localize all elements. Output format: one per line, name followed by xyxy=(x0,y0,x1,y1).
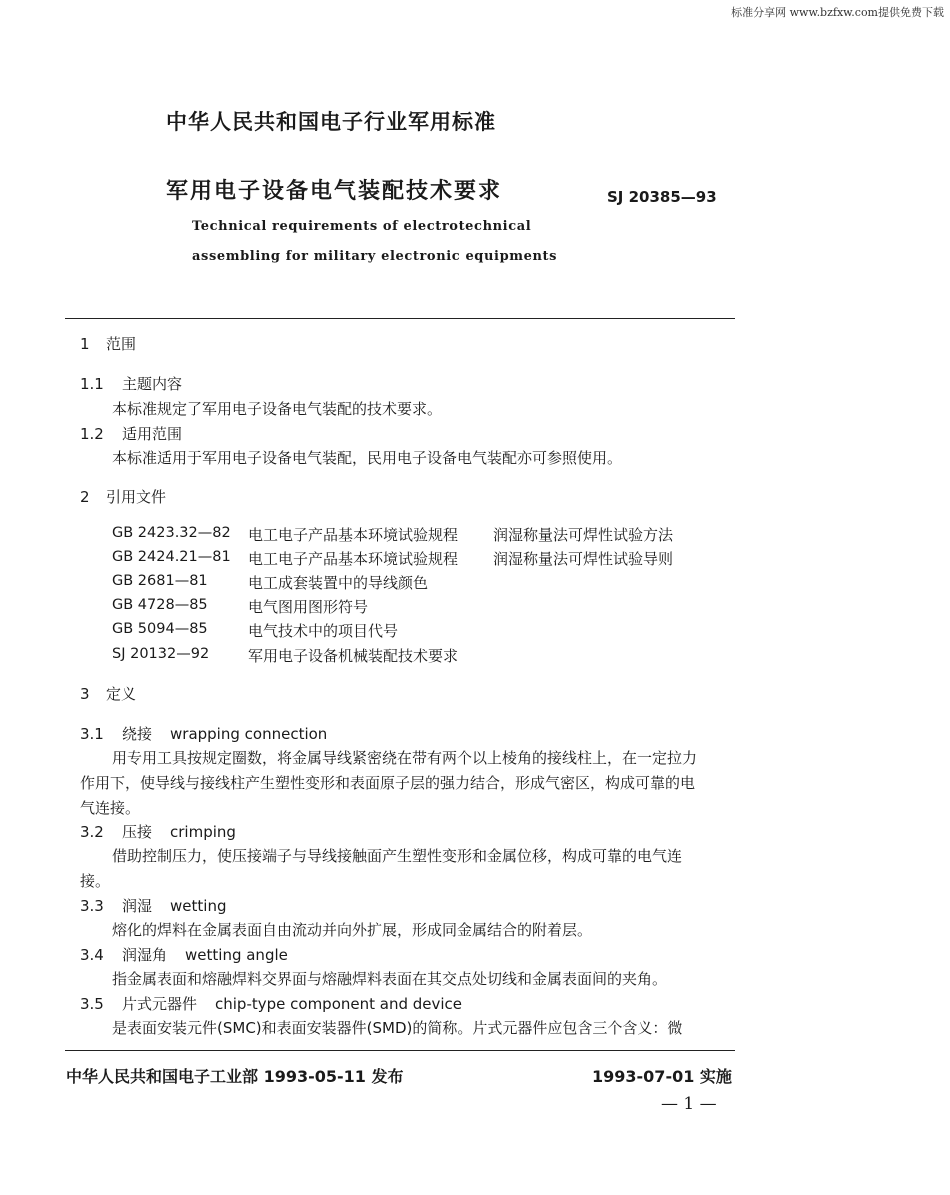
reference-code: GB 2681—81 xyxy=(112,573,208,589)
standard-code: SJ 20385—93 xyxy=(607,188,717,206)
section-title: 定义 xyxy=(106,685,137,703)
reference-title: 军用电子设备机械装配技术要求 xyxy=(248,647,459,665)
section-title: 范围 xyxy=(106,335,137,353)
english-title-line2: assembling for military electronic equipments xyxy=(192,249,558,264)
standard-class-title: 中华人民共和国电子行业军用标准 xyxy=(166,110,496,134)
watermark-text: 标准分享网 www.bzfxw.com提供免费下载 xyxy=(731,6,944,19)
section-number: 3 xyxy=(80,685,90,703)
reference-subtitle: 润湿称量法可焊性试验方法 xyxy=(493,526,674,544)
section-3-3-heading xyxy=(80,895,226,916)
reference-code: SJ 20132—92 xyxy=(112,646,210,662)
section-3-2-body-line2: 接。 xyxy=(80,872,111,890)
section-1-2-heading xyxy=(80,423,182,444)
issue-statement: 中华人民共和国电子工业部 1993-05-11 发布 xyxy=(66,1067,404,1086)
page-number: — 1 — xyxy=(661,1094,717,1114)
section-1-1-body: 本标准规定了军用电子设备电气装配的技术要求。 xyxy=(112,400,443,418)
reference-title: 电气图用图形符号 xyxy=(248,598,369,616)
reference-code: GB 4728—85 xyxy=(112,597,208,613)
section-number: 3.1 xyxy=(80,725,104,743)
section-title: 引用文件 xyxy=(106,488,167,506)
section-title: 润湿角 xyxy=(122,946,168,964)
effective-date: 1993-07-01 实施 xyxy=(592,1067,732,1086)
reference-subtitle: 润湿称量法可焊性试验导则 xyxy=(493,550,674,568)
section-3-4-heading xyxy=(80,944,288,965)
english-title-line1: Technical requirements of electrotechnical xyxy=(192,219,532,234)
reference-code: GB 2423.32—82 xyxy=(112,525,231,541)
section-number: 2 xyxy=(80,488,90,506)
section-3-2-heading xyxy=(80,821,236,842)
section-english-term: wetting xyxy=(170,897,227,915)
section-title: 适用范围 xyxy=(122,425,183,443)
document-title: 军用电子设备电气装配技术要求 xyxy=(166,179,503,204)
section-number: 3.3 xyxy=(80,897,104,915)
section-3-1-heading xyxy=(80,723,327,744)
section-number: 3.5 xyxy=(80,995,104,1013)
section-number: 3.4 xyxy=(80,946,104,964)
section-title: 片式元器件 xyxy=(122,995,198,1013)
section-3-1-body-line3: 气连接。 xyxy=(80,799,141,817)
section-number: 1 xyxy=(80,335,90,353)
section-english-term: wetting angle xyxy=(185,946,288,964)
section-1-1-heading xyxy=(80,373,182,394)
section-3-4-body: 指金属表面和熔融焊料交界面与熔融焊料表面在其交点处切线和金属表面间的夹角。 xyxy=(112,970,668,988)
section-1-2-body: 本标准适用于军用电子设备电气装配，民用电子设备电气装配亦可参照使用。 xyxy=(112,449,623,467)
section-3-1-body-line1: 用专用工具按规定圈数，将金属导线紧密绕在带有两个以上棱角的接线柱上，在一定拉力 xyxy=(112,749,698,767)
section-title: 压接 xyxy=(122,823,153,841)
section-3-1-body-line2: 作用下，使导线与接线柱产生塑性变形和表面原子层的强力结合，形成气密区，构成可靠的电 xyxy=(80,774,696,792)
reference-title: 电工成套装置中的导线颜色 xyxy=(248,574,429,592)
section-number: 1.1 xyxy=(80,375,104,393)
footer-divider xyxy=(65,1050,735,1051)
reference-title: 电气技术中的项目代号 xyxy=(248,622,399,640)
reference-title: 电工电子产品基本环境试验规程 xyxy=(248,526,459,544)
reference-code: GB 2424.21—81 xyxy=(112,549,231,565)
reference-title: 电工电子产品基本环境试验规程 xyxy=(248,550,459,568)
section-3-5-body: 是表面安装元件(SMC)和表面安装器件(SMD)的简称。片式元器件应包含三个含义：微 xyxy=(112,1019,683,1037)
section-3-heading xyxy=(80,683,136,704)
section-number: 1.2 xyxy=(80,425,104,443)
section-english-term: crimping xyxy=(170,823,236,841)
section-3-5-heading xyxy=(80,993,462,1014)
section-english-term: chip-type component and device xyxy=(215,995,463,1013)
section-2-heading xyxy=(80,486,166,507)
reference-code: GB 5094—85 xyxy=(112,621,208,637)
section-1-heading xyxy=(80,333,136,354)
section-3-3-body: 熔化的焊料在金属表面自由流动并向外扩展，形成同金属结合的附着层。 xyxy=(112,921,593,939)
section-title: 润湿 xyxy=(122,897,153,915)
section-title: 绕接 xyxy=(122,725,153,743)
section-title: 主题内容 xyxy=(122,375,183,393)
section-3-2-body-line1: 借助控制压力，使压接端子与导线接触面产生塑性变形和金属位移，构成可靠的电气连 xyxy=(112,847,683,865)
header-divider xyxy=(65,318,735,319)
section-english-term: wrapping connection xyxy=(170,725,328,743)
section-number: 3.2 xyxy=(80,823,104,841)
